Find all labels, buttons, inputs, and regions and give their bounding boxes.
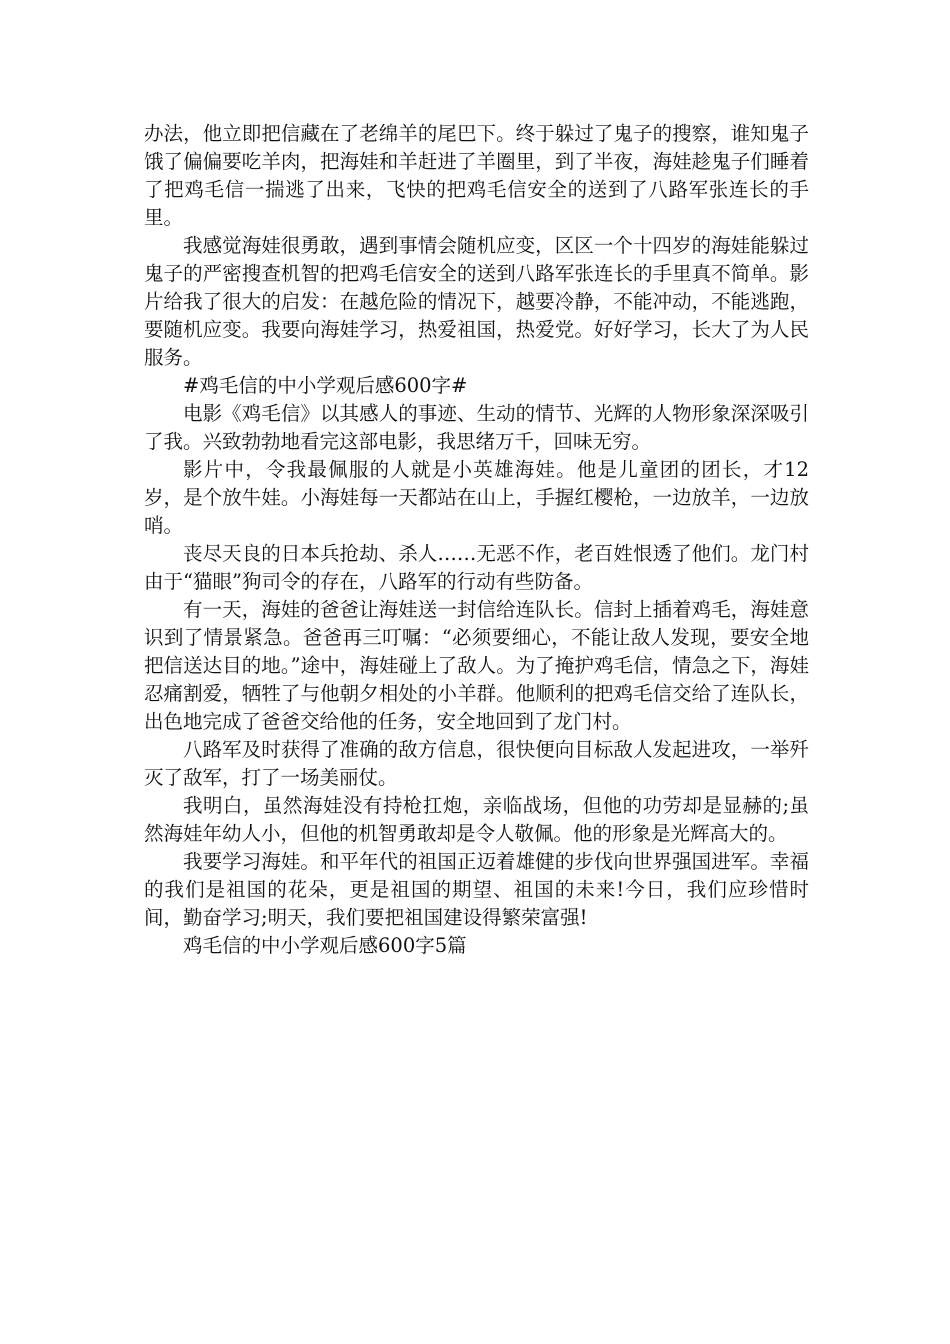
paragraph-victory: 八路军及时获得了准确的敌方信息，很快便向目标敌人发起进攻，一举歼灭了敌军，打了一场美丽仗。 [144,738,809,789]
paragraph-admiration: 我明白，虽然海娃没有持枪扛炮，亲临战场，但他的功劳却是显赫的;虽然海娃年幼人小，但他的机智勇敢却是令人敬佩。他的形象是光辉高大的。 [144,794,809,845]
paragraph-intro: 电影《鸡毛信》以其感人的事迹、生动的情节、光辉的人物形象深深吸引了我。兴致勃勃地看完这部电影，我思绪万千，回味无穷。 [144,402,809,453]
paragraph-continued: 办法，他立即把信藏在了老绵羊的尾巴下。终于躲过了鬼子的搜察，谁知鬼子饿了偏偏要吃羊肉，把海娃和羊赶进了羊圈里，到了半夜，海娃趁鬼子们睡着了把鸡毛信一揣逃了出来，飞快的把鸡毛信安全的送到了八路军张连长的手里。 [144,122,809,229]
paragraph-hero: 影片中，令我最佩服的人就是小英雄海娃。他是儿童团的团长，才12岁，是个放牛娃。小海娃每一天都站在山上，手握红樱枪，一边放羊，一边放哨。 [144,458,809,537]
paragraph-conclusion: 我要学习海娃。和平年代的祖国正迈着雄健的步伐向世界强国进军。幸福的我们是祖国的花朵，更是祖国的期望、祖国的未来!今日，我们应珍惜时间，勤奋学习;明天，我们要把祖国建设得繁荣富强! [144,850,809,929]
paragraph-enemy: 丧尽天良的日本兵抢劫、杀人……无恶不作，老百姓恨透了他们。龙门村由于“猫眼”狗司令的存在，八路军的行动有些防备。 [144,542,809,593]
section-heading: #鸡毛信的中小学观后感600字# [183,374,468,397]
footer-title: 鸡毛信的中小学观后感600字5篇 [183,934,467,957]
document-body [144,120,809,960]
paragraph-mission: 有一天，海娃的爸爸让海娃送一封信给连队长。信封上插着鸡毛，海娃意识到了情景紧急。爸爸再三叮嘱：“必须要细心，不能让敌人发现，要安全地把信送达目的地。”途中，海娃碰上了敌人。为了掩护鸡毛信，情急之下，海娃忍痛割爱，牺牲了与他朝夕相处的小羊群。他顺利的把鸡毛信交给了连队长，出色地完成了爸爸交给他的任务，安全地回到了龙门村。 [144,598,809,733]
paragraph-reflection: 我感觉海娃很勇敢，遇到事情会随机应变，区区一个十四岁的海娃能躲过鬼子的严密搜查机智的把鸡毛信安全的送到八路军张连长的手里真不简单。影片给我了很大的启发：在越危险的情况下，越要冷静，不能冲动，不能逃跑，要随机应变。我要向海娃学习，热爱祖国，热爱党。好好学习，长大了为人民服务。 [144,234,809,369]
